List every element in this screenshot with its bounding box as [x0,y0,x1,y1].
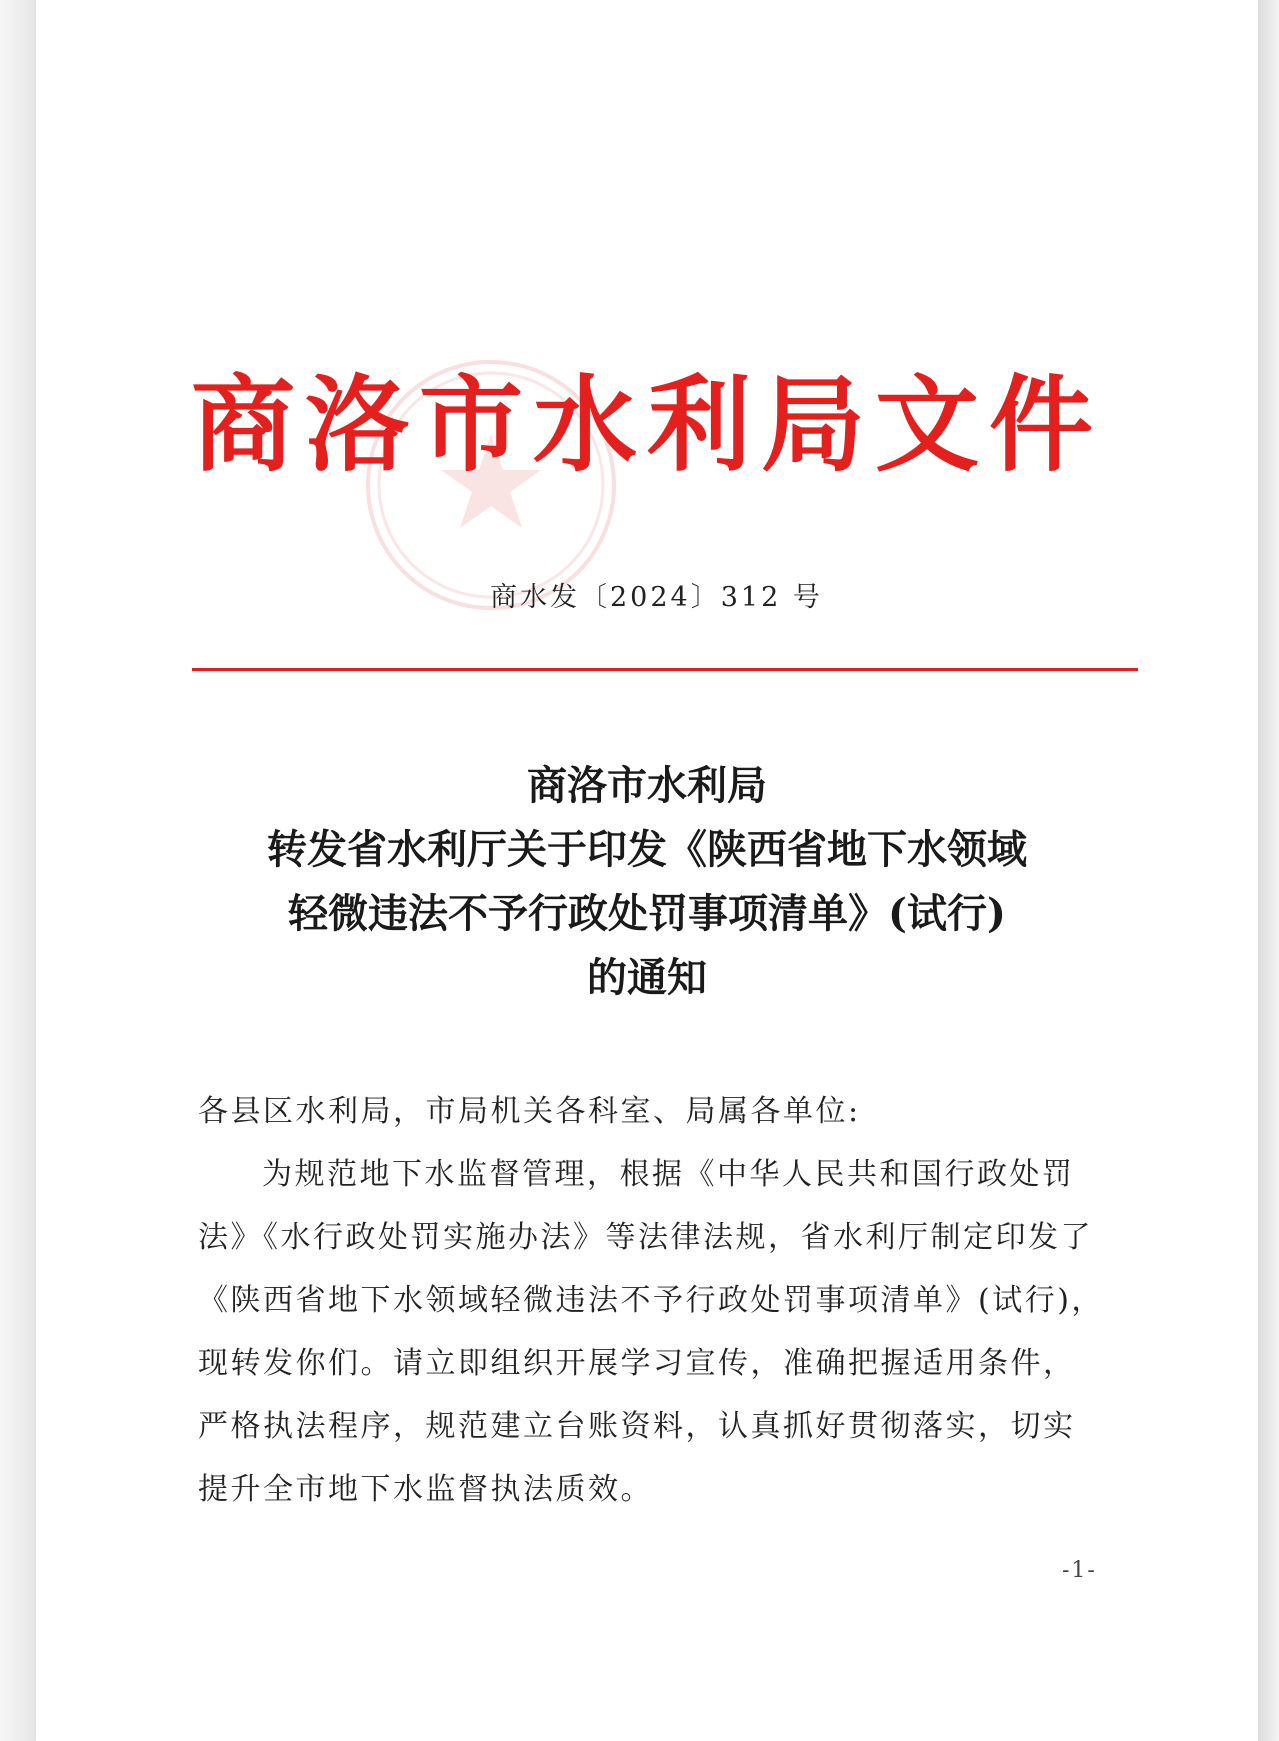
document-header: 商洛市水利局文件 [190,363,1103,486]
body-line: 严格执法程序，规范建立台账资料，认真抓好贯彻落实，切实 [198,1409,1076,1444]
notice-body [198,1080,1138,1521]
notice-title [36,754,1258,1010]
body-line: 《陕西省地下水领域轻微违法不予行政处罚事项清单》(试行)， [198,1283,1104,1318]
body-line: 为规范地下水监督管理，根据《中华人民共和国行政处罚 [262,1157,1075,1192]
body-line: 现转发你们。请立即组织开展学习宣传，准确把握适用条件， [198,1346,1076,1381]
title-line: 的通知 [587,954,707,1001]
title-line: 商洛市水利局 [527,762,767,809]
scan-right-edge [1258,0,1279,1741]
page-number: -1- [1062,1558,1097,1583]
scan-left-edge [0,0,36,1741]
body-line: 法》《水行政处罚实施办法》等法律法规，省水利厅制定印发了 [198,1220,1093,1255]
document-number: 商水发〔2024〕312 号 [490,582,823,613]
document-page [36,0,1258,1741]
body-line: 提升全市地下水监督执法质效。 [198,1472,653,1507]
title-line: 轻微违法不予行政处罚事项清单》(试行) [288,890,1006,937]
title-line: 转发省水利厅关于印发《陕西省地下水领域 [267,826,1027,873]
header-divider [192,668,1138,671]
salutation: 各县区水利局，市局机关各科室、局属各单位: [198,1094,861,1129]
